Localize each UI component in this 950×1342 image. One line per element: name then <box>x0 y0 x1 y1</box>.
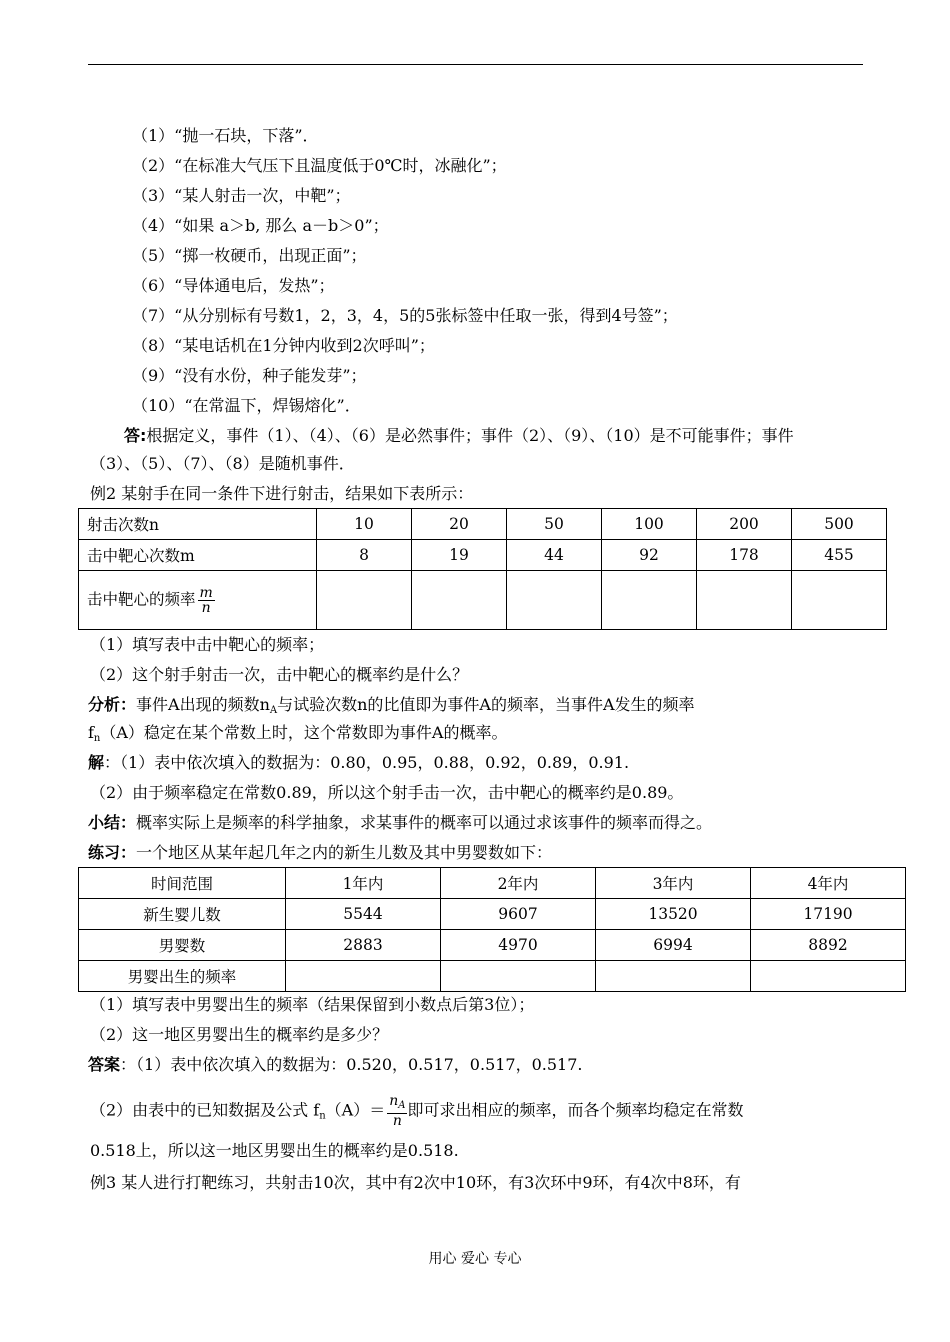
column-header: 4年内 <box>751 868 906 899</box>
empty-cell[interactable] <box>751 961 906 992</box>
empty-cell[interactable] <box>317 571 412 630</box>
practice-question-1: （1）填写表中男婴出生的频率（结果保留到小数点后第3位）； <box>90 995 535 1014</box>
subscript: n <box>319 1110 326 1122</box>
analysis-text: 事件A出现的频数n <box>136 695 270 714</box>
table-row <box>79 899 906 930</box>
table-cell: 8892 <box>751 930 906 961</box>
analysis-text: 与试验次数n的比值即为事件A的频率，当事件A发生的频率 <box>277 695 695 714</box>
fraction-numerator <box>387 1094 407 1114</box>
fraction-denominator: n <box>392 1113 402 1129</box>
list-item: （7）“从分别标有号数1，2，3，4，5的5张标签中任取一张，得到4号签”； <box>132 306 678 325</box>
column-header: 1年内 <box>286 868 441 899</box>
empty-cell[interactable] <box>441 961 596 992</box>
answer-text: 根据定义，事件（1）、（4）、（6）是必然事件；事件（2）、（9）、（10）是不可能事件；事件 <box>146 426 794 445</box>
summary <box>88 812 712 834</box>
row-label-text: 击中靶心的频率 <box>87 590 196 608</box>
table-cell: 10 <box>317 509 412 540</box>
analysis-text: （A）稳定在某个常数上时，这个常数即为事件A的概率。 <box>100 723 508 742</box>
empty-cell[interactable] <box>596 961 751 992</box>
table-cell: 8 <box>317 540 412 571</box>
fraction <box>387 1094 407 1128</box>
table-cell: 20 <box>412 509 507 540</box>
list-item: （2）“在标准大气压下且温度低于0℃时，冰融化”； <box>132 156 507 175</box>
practice-answer-text: ：（1）表中依次填入的数据为：0.520，0.517，0.517，0.517. <box>120 1055 583 1074</box>
analysis-label: 分析： <box>88 695 137 714</box>
row-label: 击中靶心次数m <box>79 540 317 571</box>
question-2: （2）这个射手射击一次，击中靶心的概率约是什么？ <box>90 665 469 684</box>
answer-paragraph <box>124 425 794 447</box>
table-cell: 17190 <box>751 899 906 930</box>
table-row <box>79 961 906 992</box>
list-item: （1）“抛一石块，下落”． <box>132 126 319 145</box>
shooting-table <box>78 508 887 630</box>
practice-answer-1 <box>88 1054 583 1076</box>
fraction-denominator: n <box>201 599 211 616</box>
table-row <box>79 930 906 961</box>
column-header: 3年内 <box>596 868 751 899</box>
summary-text: 概率实际上是频率的科学抽象，求某事件的概率可以通过求该事件的频率而得之。 <box>136 813 713 832</box>
table-cell: 4970 <box>441 930 596 961</box>
solution-line-2: （2）由于频率稳定在常数0.89，所以这个射手击一次，击中靶心的概率约是0.89。 <box>90 783 684 802</box>
practice-text: 一个地区从某年起几年之内的新生儿数及其中男婴数如下： <box>136 843 553 862</box>
table-cell: 50 <box>507 509 602 540</box>
subscript: A <box>269 705 278 716</box>
table-cell: 455 <box>792 540 887 571</box>
list-item: （3）“某人射击一次，中靶”； <box>132 186 351 205</box>
solution-text: ：（1）表中依次填入的数据为：0.80，0.95，0.88，0.92，0.89，0.91. <box>104 753 630 772</box>
table-row <box>79 509 887 540</box>
table-cell: 19 <box>412 540 507 571</box>
practice-answer-label: 答案 <box>88 1055 121 1074</box>
subscript: n <box>93 733 101 744</box>
practice-label: 练习： <box>88 843 137 862</box>
table-cell: 9607 <box>441 899 596 930</box>
table-cell: 6994 <box>596 930 751 961</box>
answer-text: 即可求出相应的频率，而各个频率均稳定在常数 <box>407 1100 744 1120</box>
page-footer: 用心 爱心 专心 <box>428 1251 522 1267</box>
answer-text: （A）＝ <box>325 1100 386 1120</box>
row-label <box>79 571 317 630</box>
newborn-table <box>78 867 906 992</box>
answer-text: （2）由表中的已知数据及公式 f <box>90 1100 320 1120</box>
header-rule <box>88 64 863 65</box>
fraction-numerator: m <box>199 584 213 601</box>
table-cell: 13520 <box>596 899 751 930</box>
example-3-intro: 例3 某人进行打靶练习，共射击10次，其中有2次中10环，有3次环中9环，有4次中8环，有 <box>90 1173 741 1192</box>
empty-cell[interactable] <box>792 571 887 630</box>
table-cell: 100 <box>602 509 697 540</box>
list-item: （9）“没有水份，种子能发芽”； <box>132 366 367 385</box>
table-cell: 44 <box>507 540 602 571</box>
row-label: 射击次数n <box>79 509 317 540</box>
subscript: A <box>398 1100 406 1111</box>
example-2-intro: 例2 某射手在同一条件下进行射击，结果如下表所示： <box>90 484 474 503</box>
analysis-paragraph <box>88 694 695 722</box>
summary-label: 小结： <box>88 813 137 832</box>
column-header: 时间范围 <box>79 868 286 899</box>
table-cell: 178 <box>697 540 792 571</box>
practice-answer-3: 0.518上，所以这一地区男婴出生的概率约是0.518. <box>90 1141 459 1160</box>
list-item: （6）“导体通电后，发热”； <box>132 276 335 295</box>
empty-cell[interactable] <box>286 961 441 992</box>
solution-line-1 <box>88 752 629 774</box>
list-item: （8）“某电话机在1分钟内收到2次呼叫”； <box>132 336 435 355</box>
list-item: （4）“如果 a＞b, 那么 a－b＞0”； <box>132 216 389 235</box>
table-cell: 2883 <box>286 930 441 961</box>
table-row <box>79 540 887 571</box>
analysis-text: f <box>88 723 94 742</box>
table-cell: 200 <box>697 509 792 540</box>
list-item: （5）“掷一枚硬币，出现正面”； <box>132 246 367 265</box>
answer-label: 答: <box>124 426 147 445</box>
table-cell: 5544 <box>286 899 441 930</box>
row-label: 男婴出生的频率 <box>79 961 286 992</box>
list-item: （10）“在常温下，焊锡熔化”． <box>132 396 361 415</box>
empty-cell[interactable] <box>507 571 602 630</box>
analysis-continued <box>88 722 508 750</box>
numerator-text: n <box>389 1093 399 1109</box>
table-header-row <box>79 868 906 899</box>
solution-label: 解 <box>88 753 105 772</box>
practice-intro <box>88 842 552 864</box>
row-label: 男婴数 <box>79 930 286 961</box>
practice-answer-2 <box>90 1094 744 1128</box>
table-row <box>79 571 887 630</box>
question-1: （1）填写表中击中靶心的频率； <box>90 635 325 654</box>
row-label: 新生婴儿数 <box>79 899 286 930</box>
empty-cell[interactable] <box>602 571 697 630</box>
column-header: 2年内 <box>441 868 596 899</box>
table-cell: 500 <box>792 509 887 540</box>
empty-cell[interactable] <box>697 571 792 630</box>
practice-question-2: （2）这一地区男婴出生的概率约是多少？ <box>90 1025 389 1044</box>
answer-text-continued: （3）、（5）、（7）、（8）是随机事件． <box>90 454 355 473</box>
empty-cell[interactable] <box>412 571 507 630</box>
fraction <box>198 586 215 615</box>
table-cell: 92 <box>602 540 697 571</box>
